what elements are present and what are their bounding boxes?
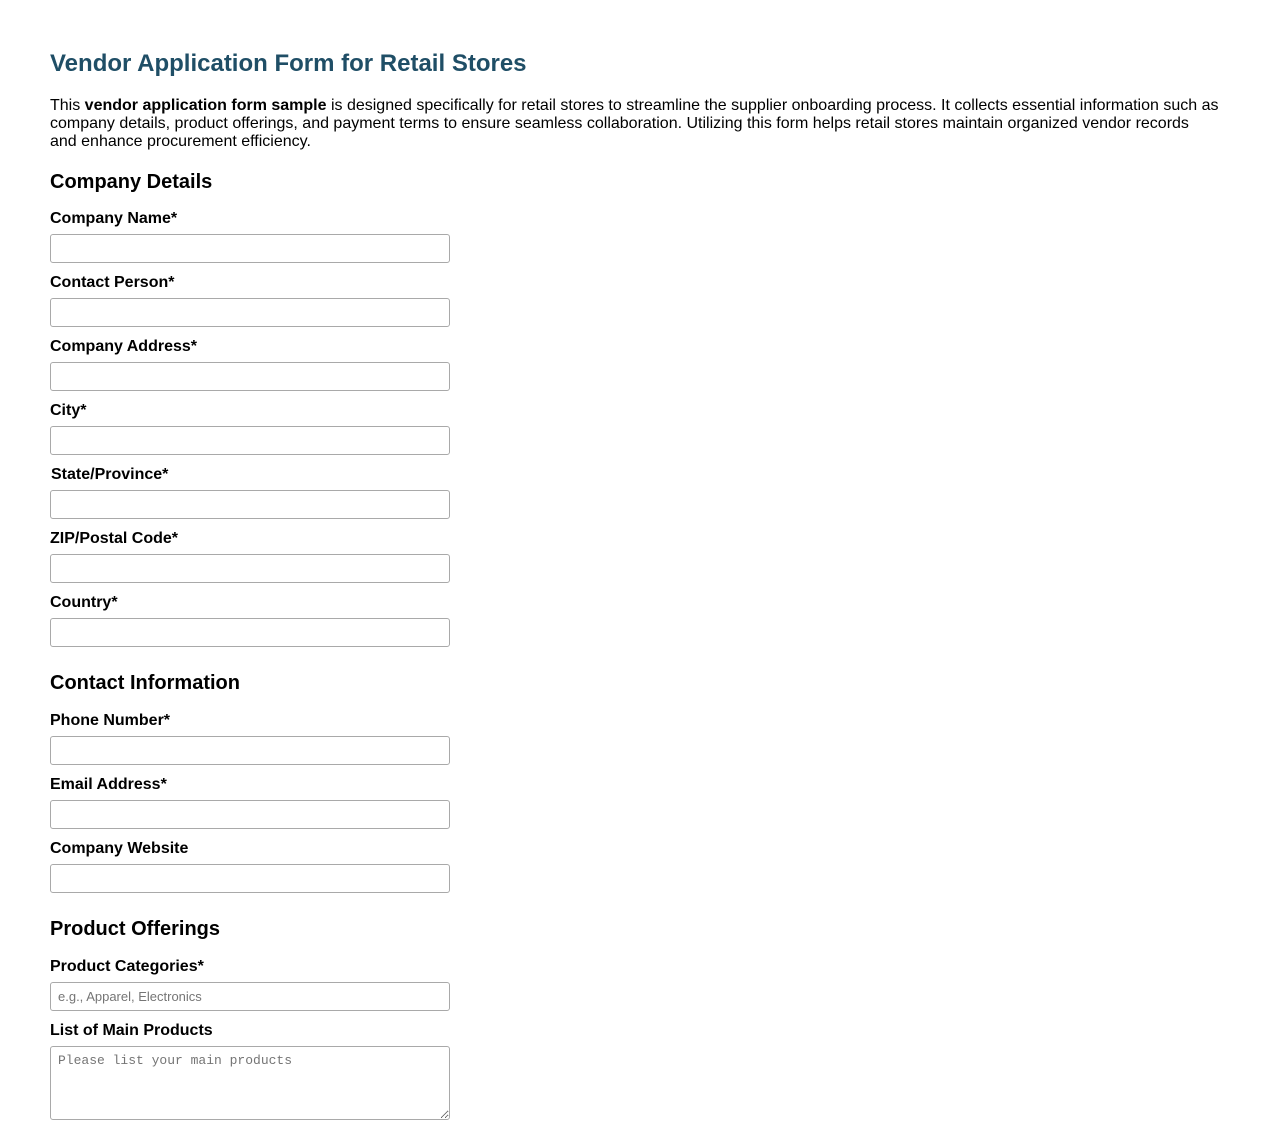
country-label: Country* <box>50 594 118 611</box>
city-input[interactable] <box>50 426 450 455</box>
company-name-input[interactable] <box>50 234 450 263</box>
company-website-label: Company Website <box>50 840 189 857</box>
country-input[interactable] <box>50 618 450 647</box>
section-heading-product-offerings: Product Offerings <box>50 918 221 940</box>
zip-postal-code-input[interactable] <box>50 554 450 583</box>
state-province-label: State/Province* <box>51 466 169 483</box>
contact-person-label: Contact Person* <box>50 274 175 291</box>
section-heading-contact-information: Contact Information <box>50 672 240 694</box>
state-province-input[interactable] <box>50 490 450 519</box>
zip-postal-code-label: ZIP/Postal Code* <box>50 530 179 547</box>
company-name-label: Company Name* <box>50 210 178 227</box>
product-categories-input[interactable] <box>50 982 450 1011</box>
city-label: City* <box>50 402 87 419</box>
email-address-label: Email Address* <box>50 776 167 793</box>
section-heading-company-details: Company Details <box>50 171 213 193</box>
page-title: Vendor Application Form for Retail Stores <box>50 50 527 77</box>
intro-text-bold: vendor application form sample <box>84 97 327 114</box>
phone-number-input[interactable] <box>50 736 450 765</box>
phone-number-label: Phone Number* <box>50 712 171 729</box>
main-products-textarea[interactable] <box>50 1046 450 1120</box>
company-website-input[interactable] <box>50 864 450 893</box>
product-categories-label: Product Categories* <box>50 958 204 975</box>
company-address-label: Company Address* <box>50 338 197 355</box>
contact-person-input[interactable] <box>50 298 450 327</box>
intro-paragraph <box>50 97 1220 151</box>
intro-text-end: is designed specifically for retail stores to streamline the supplier onboarding process. It collects essential information such as company details, product offerings, and payment terms to ensure seamless collaboration. Utilizing this form helps retail stores maintain organized vendor records and enhance procurement efficiency. <box>50 97 1219 150</box>
email-address-input[interactable] <box>50 800 450 829</box>
company-address-input[interactable] <box>50 362 450 391</box>
intro-text-start: This <box>50 97 85 114</box>
main-products-label: List of Main Products <box>50 1022 213 1039</box>
